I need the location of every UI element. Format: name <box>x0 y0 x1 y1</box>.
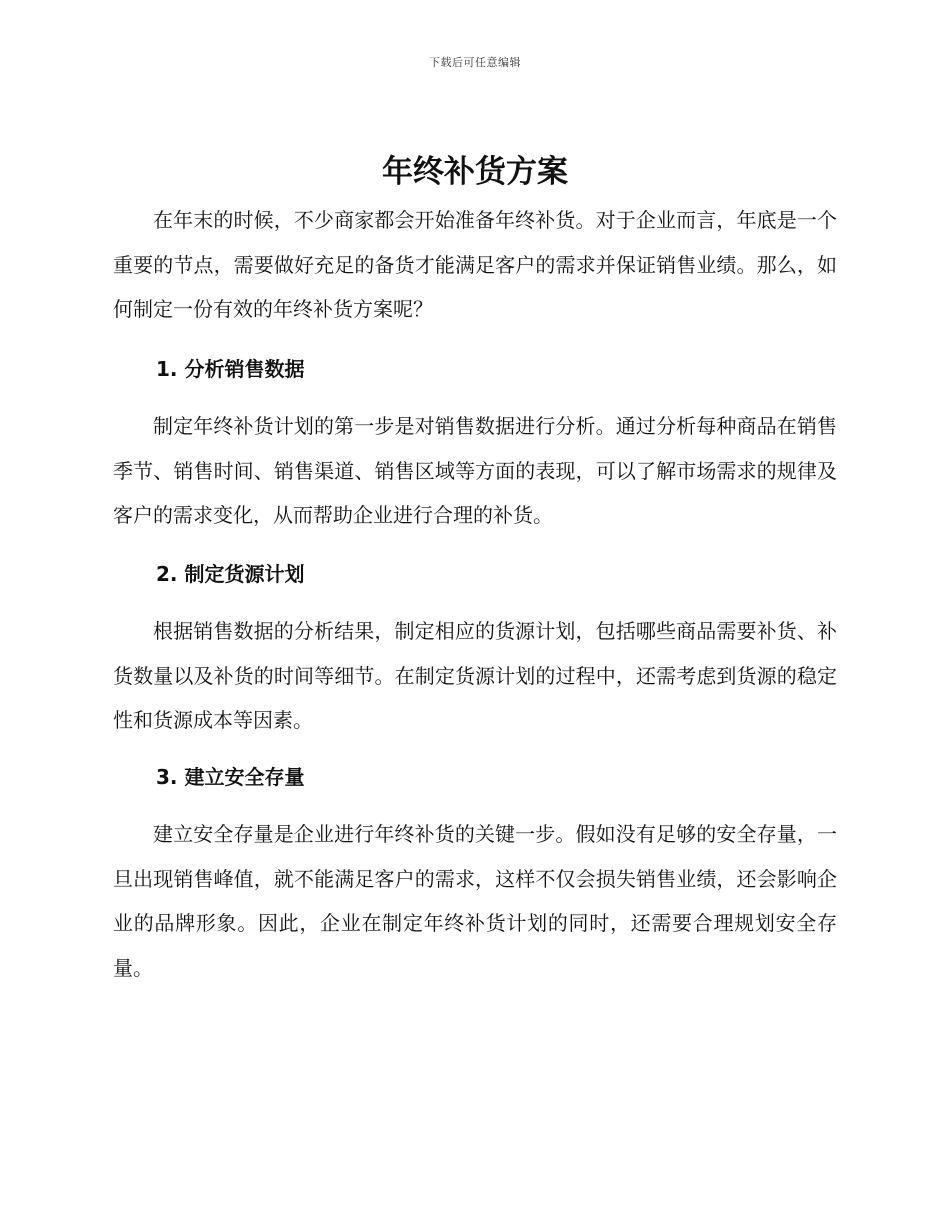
section-heading-3: 3. 建立安全存量 <box>156 765 305 789</box>
section-heading-1: 1. 分析销售数据 <box>156 357 305 381</box>
section-body-2: 根据销售数据的分析结果，制定相应的货源计划，包括哪些商品需要补货、补货数量以及补货的时间等细节。在制定货源计划的过程中，还需考虑到货源的稳定性和货源成本等因素。 <box>113 619 837 732</box>
intro-paragraph: 在年末的时候，不少商家都会开始准备年终补货。对于企业而言，年底是一个重要的节点，需要做好充足的备货才能满足客户的需求并保证销售业绩。那么，如何制定一份有效的年终补货方案呢？ <box>113 208 837 321</box>
section-heading-2: 2. 制定货源计划 <box>156 562 305 586</box>
page-header: 下载后可任意编辑 <box>429 56 521 69</box>
section-body-1: 制定年终补货计划的第一步是对销售数据进行分析。通过分析每种商品在销售季节、销售时间、销售渠道、销售区域等方面的表现，可以了解市场需求的规律及客户的需求变化，从而帮助企业进行合理的补货。 <box>113 414 837 527</box>
document-title: 年终补货方案 <box>382 154 568 190</box>
section-body-3: 建立安全存量是企业进行年终补货的关键一步。假如没有足够的安全存量，一旦出现销售峰值，就不能满足客户的需求，这样不仅会损失销售业绩，还会影响企业的品牌形象。因此，企业在制定年终补货计划的同时，还需要合理规划安全存量。 <box>113 822 837 980</box>
